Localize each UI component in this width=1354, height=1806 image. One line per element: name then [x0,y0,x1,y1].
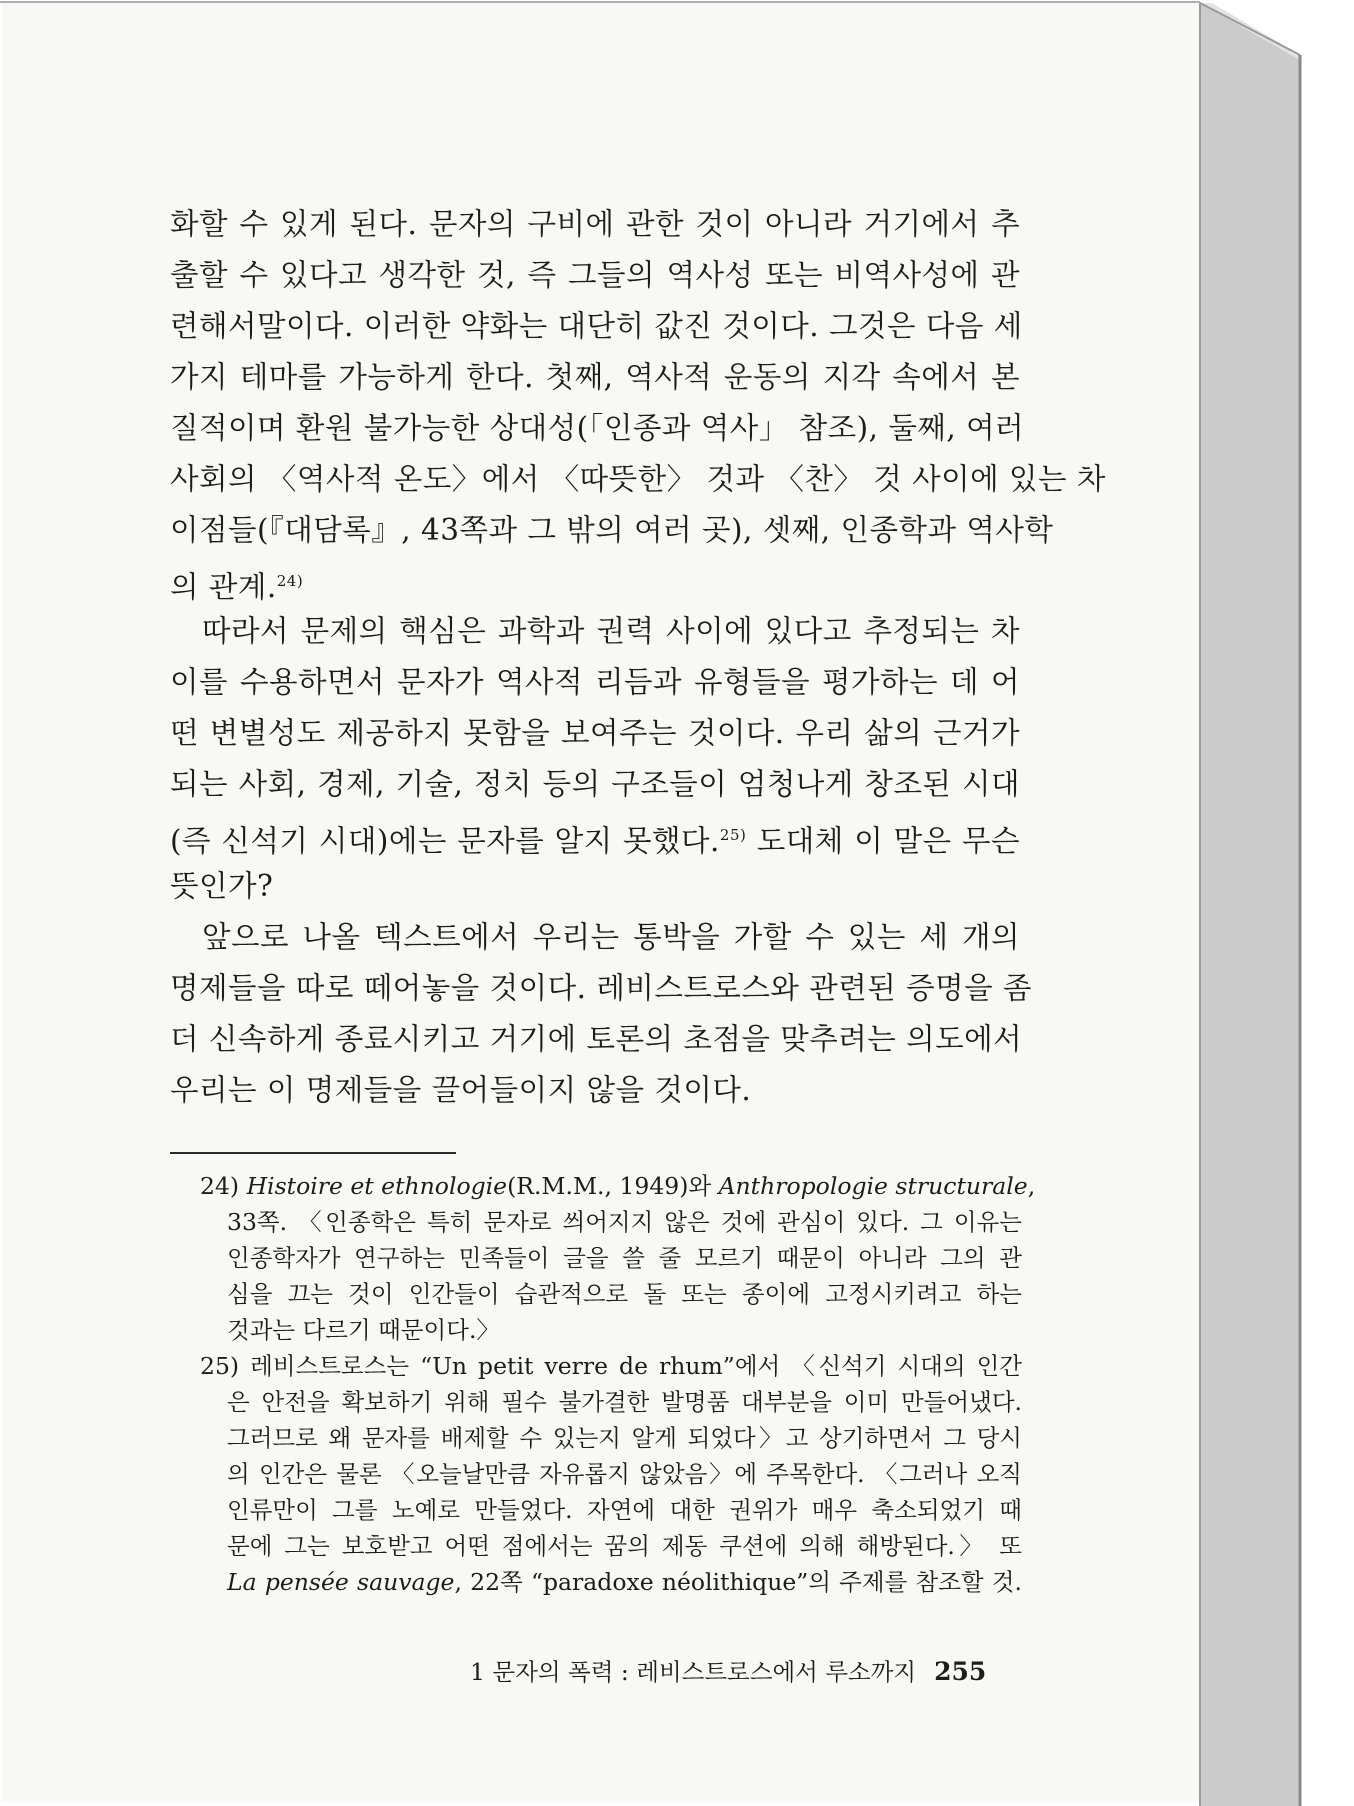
text-line: 더 신속하게 종료시키고 거기에 토론의 초점을 맞추려는 의도에서 [170,1022,1023,1056]
footnote-line: 것과는 다르기 때문이다.〉 [227,1316,500,1344]
footnote-line: 그러므로 왜 문자를 배제할 수 있는지 알게 되었다〉고 상기하면서 그 당시 [227,1424,1022,1452]
footnote-ref-24[interactable]: 24) [276,572,304,590]
footnote-24 [200,1168,1036,1348]
text-fragment: 도대체 이 말은 무슨 [746,823,1020,858]
text-line: 가지 테마를 가능하게 한다. 첫째, 역사적 운동의 지각 속에서 본 [170,360,1020,394]
book-title: Anthropologie structurale [718,1172,1028,1200]
footnote-line: 의 인간은 물론 〈오늘날만큼 자유롭지 않았음〉에 주목한다. 〈그러나 오직 [227,1460,1022,1488]
book-title: La pensée sauvage [227,1568,455,1596]
footnote-line: 문에 그는 보호받고 어떤 점에서는 꿈의 제동 쿠션에 의해 해방된다.〉 또 [227,1532,1022,1560]
text-line: 되는 사회, 경제, 기술, 정치 등의 구조들이 엄청나게 창조된 시대 [170,767,1020,801]
footnote-number: 24) [200,1172,240,1200]
text-line: 련해서말이다. 이러한 약화는 대단히 값진 것이다. 그것은 다음 세 [170,309,1023,343]
footnote-number: 25) [200,1352,240,1380]
footnote-divider [170,1152,456,1154]
footnote-line: 33쪽. 〈인종학은 특히 문자로 씌어지지 않은 것에 관심이 있다. 그 이유는 [227,1208,1022,1236]
paragraph-1 [170,199,1106,607]
paragraph-3 [170,912,1032,1116]
text-line: 우리는 이 명제들을 끌어들이지 않을 것이다. [170,1073,752,1107]
footnote-ref-25[interactable]: 25) [719,826,747,844]
footnote-line: 은 안전을 확보하기 위해 필수 불가결한 발명품 대부분을 이미 만들어냈다. [227,1388,1022,1416]
footnote-line [200,1564,1022,1600]
text-fragment: (즉 신석기 시대)에는 문자를 알지 못했다. [170,823,720,858]
text-fragment: , 22쪽 “paradoxe néolithique”의 주제를 참조할 것. [454,1568,1022,1596]
text-fragment: (R.M.M., 1949)와 [507,1172,719,1200]
text-fragment: 의 관계. [170,569,277,604]
book-spine-shadow [1200,3,1300,1806]
text-line [170,556,1020,607]
running-footer [470,1652,1030,1692]
text-fragment: , [1027,1172,1036,1200]
paragraph-2 [170,606,1020,912]
text-line: 화할 수 있게 된다. 문자의 구비에 관한 것이 아니라 거기에서 추 [170,207,1020,241]
text-line: 질적이며 환원 불가능한 상대성(「인종과 역사」 참조), 둘째, 여러 [170,411,1025,445]
book-title: Histoire et ethnologie [246,1172,508,1200]
footnote-line: 심을 끄는 것이 인간들이 습관적으로 돌 또는 종이에 고정시키려고 하는 [227,1280,1022,1308]
footnote-line [200,1348,1022,1384]
chapter-title: 1 문자의 폭력 : 레비스트로스에서 루소까지 [470,1658,917,1686]
text-line: 뜻인가? [170,869,274,903]
text-line: 명제들을 따로 떼어놓을 것이다. 레비스트로스와 관련된 증명을 좀 [170,971,1032,1005]
text-line: 따라서 문제의 핵심은 과학과 권력 사이에 있다고 추정되는 차 [202,614,1020,648]
text-line: 앞으로 나올 텍스트에서 우리는 통박을 가할 수 있는 세 개의 [202,920,1020,954]
footnote-25 [200,1348,1022,1600]
text-fragment: 레비스트로스는 “Un petit verre de rhum”에서 〈신석기 시대의 인간 [250,1352,1022,1380]
footnote-line: 인종학자가 연구하는 민족들이 글을 쓸 줄 모르기 때문이 아니라 그의 관 [227,1244,1022,1272]
text-line [170,810,1020,861]
footnote-line [200,1168,1036,1204]
page-number: 255 [934,1657,987,1686]
text-line: 사회의 〈역사적 온도〉에서 〈따뜻한〉 것과 〈찬〉 것 사이에 있는 차 [170,462,1106,496]
text-line: 이를 수용하면서 문자가 역사적 리듬과 유형들을 평가하는 데 어 [170,665,1020,699]
text-line: 출할 수 있다고 생각한 것, 즉 그들의 역사성 또는 비역사성에 관 [170,258,1020,292]
text-line: 떤 변별성도 제공하지 못함을 보여주는 것이다. 우리 삶의 근거가 [170,716,1020,750]
footnote-line: 인류만이 그를 노예로 만들었다. 자연에 대한 권위가 매우 축소되었기 때 [227,1496,1022,1524]
text-line: 이점들(『대담록』, 43쪽과 그 밖의 여러 곳), 셋째, 인종학과 역사학 [170,513,1054,547]
